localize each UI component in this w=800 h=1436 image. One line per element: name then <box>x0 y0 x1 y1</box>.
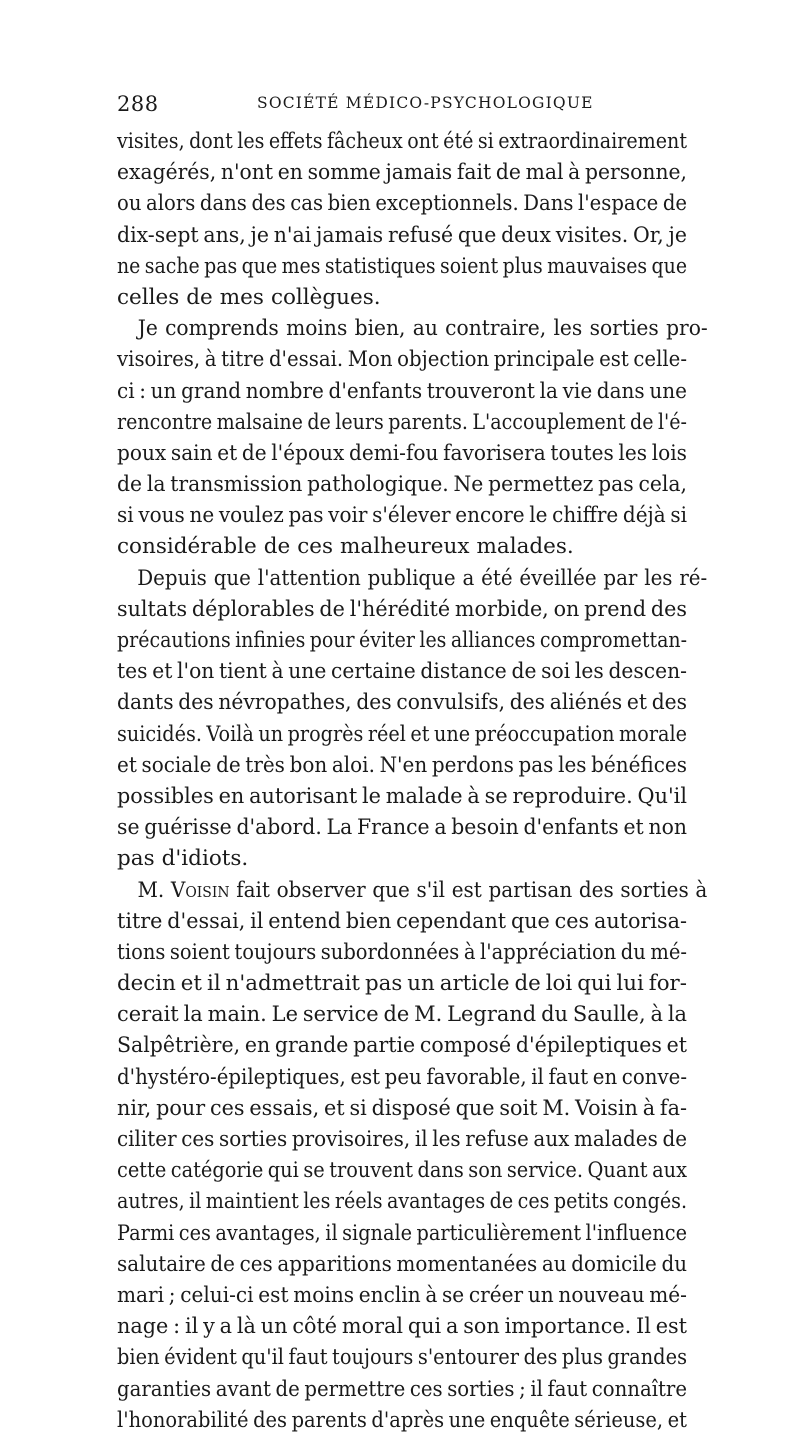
page-number: 288 <box>117 92 159 116</box>
text-line: d'hystéro-épileptiques, est peu favorable, il faut en conve- <box>117 1064 687 1090</box>
text-line: visites, dont les effets fâcheux ont été si extraordinairement <box>117 129 688 154</box>
text-line: de la transmission pathologique. Ne permettez pas cela, <box>117 472 688 498</box>
text-line: cette catégorie qui se trouvent dans son service. Quant aux <box>117 1158 687 1184</box>
text-line: cerait la main. Le service de M. Legrand du Saulle, à la <box>117 1002 688 1028</box>
text-line: pas d'idiots. <box>117 846 249 872</box>
text-line: ne sache pas que mes statistiques soient plus mauvaises que <box>117 253 688 279</box>
running-head <box>117 92 687 122</box>
text-line: tions soient toujours subordonnées à l'appréciation du mé- <box>117 939 688 965</box>
text-line: l'honorabilité des parents d'après une enquête sérieuse, et <box>117 1407 687 1433</box>
text-line: mari ; celui-ci est moins enclin à se créer un nouveau mé- <box>117 1282 687 1308</box>
text-line: ciliter ces sorties provisoires, il les refuse aux malades de <box>117 1127 688 1152</box>
text-line: ci : un grand nombre d'enfants trouveront la vie dans une <box>117 378 687 404</box>
text-line: M. Voisin fait observer que s'il est partisan des sorties à <box>137 877 708 903</box>
text-line: possibles en autorisant le malade à se reproduire. Qu'il <box>117 783 687 809</box>
text-line: poux sain et de l'époux demi-fou favorisera toutes les lois <box>117 440 687 466</box>
text-line: nage : il y a là un côté moral qui a son importance. Il est <box>117 1314 688 1340</box>
text-line: autres, il maintient les réels avantages de ces petits congés. <box>117 1189 688 1215</box>
text-line: et sociale de très bon aloi. N'en perdons pas les bénéfices <box>117 752 687 778</box>
text-line: dants des névropathes, des convulsifs, des aliénés et des <box>117 690 688 716</box>
text-line: salutaire de ces apparitions momentanées au domicile du <box>117 1251 688 1277</box>
text-line: Depuis que l'attention publique a été éveillée par les ré- <box>137 565 708 591</box>
text-line: nir, pour ces essais, et si disposé que soit M. Voisin à fa- <box>117 1095 687 1121</box>
text-line: se guérisse d'abord. La France a besoin d'enfants et non <box>117 815 687 841</box>
text-line: visoires, à titre d'essai. Mon objection principale est celle- <box>117 347 688 373</box>
text-line: considérable de ces malheureux malades. <box>117 534 574 560</box>
text-line: dix-sept ans, je n'ai jamais refusé que deux visites. Or, je <box>117 222 687 248</box>
text-line: sultats déplorables de l'hérédité morbide, on prend des <box>117 596 687 622</box>
text-line: celles de mes collègues. <box>117 284 381 310</box>
text-line: rencontre malsaine de leurs parents. L'accouplement de l'é- <box>117 409 687 435</box>
text-line: précautions infinies pour éviter les alliances compromettan- <box>117 628 688 653</box>
text-line: exagérés, n'ont en somme jamais fait de mal à personne, <box>117 160 688 186</box>
text-line: titre d'essai, il entend bien cependant que ces autorisa- <box>117 908 687 934</box>
text-line: suicidés. Voilà un progrès réel et une préoccupation morale <box>117 721 687 747</box>
running-title: SOCIÉTÉ MÉDICO-PSYCHOLOGIQUE <box>257 94 594 112</box>
text-line: garanties avant de permettre ces sorties ; il faut connaître <box>117 1376 687 1402</box>
text-line: ou alors dans des cas bien exceptionnels. Dans l'espace de <box>117 191 688 217</box>
text-line: Salpêtrière, en grande partie composé d'épileptiques et <box>117 1033 687 1059</box>
text-line: tes et l'on tient à une certaine distance de soi les descen- <box>117 659 687 685</box>
text-line: si vous ne voulez pas voir s'élever encore le chiffre déjà si <box>117 503 688 529</box>
text-line: bien évident qu'il faut toujours s'entourer des plus grandes <box>117 1345 688 1371</box>
text-line: Parmi ces avantages, il signale particulièrement l'influence <box>117 1220 687 1246</box>
text-line: decin et il n'admettrait pas un article de loi qui lui for- <box>117 971 687 997</box>
body-text <box>117 126 708 1436</box>
text-line: Je comprends moins bien, au contraire, les sorties pro- <box>137 316 708 342</box>
